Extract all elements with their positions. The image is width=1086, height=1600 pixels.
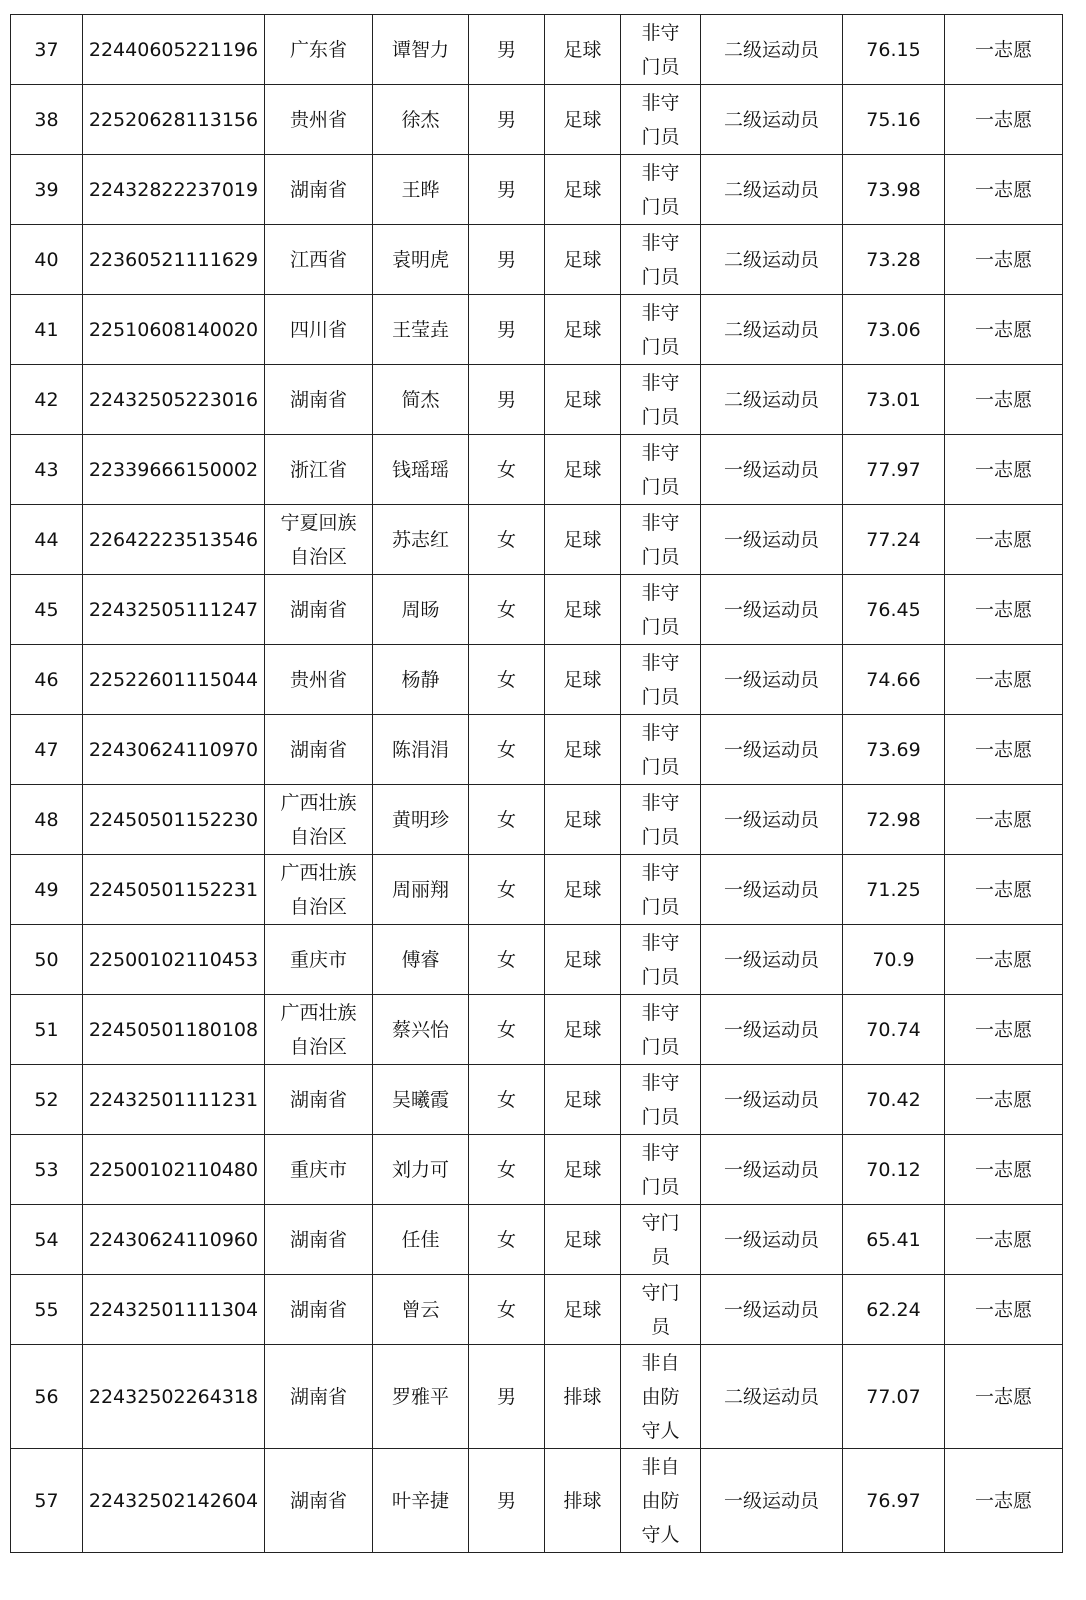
cell-candidate-number: 22500102110453 bbox=[83, 925, 265, 995]
cell-name: 袁明虎 bbox=[373, 225, 469, 295]
cell-province: 湖南省 bbox=[265, 715, 373, 785]
cell-sport: 足球 bbox=[545, 365, 621, 435]
cell-candidate-number: 22432501111304 bbox=[83, 1275, 265, 1345]
cell-name: 蔡兴怡 bbox=[373, 995, 469, 1065]
cell-choice: 一志愿 bbox=[945, 575, 1063, 645]
cell-province: 江西省 bbox=[265, 225, 373, 295]
table-row bbox=[11, 925, 1063, 995]
cell-serial-number: 57 bbox=[11, 1449, 83, 1553]
cell-serial-number: 56 bbox=[11, 1345, 83, 1449]
table-row bbox=[11, 155, 1063, 225]
cell-score: 73.01 bbox=[843, 365, 945, 435]
table-row bbox=[11, 295, 1063, 365]
table-row bbox=[11, 1345, 1063, 1449]
cell-score: 76.97 bbox=[843, 1449, 945, 1553]
cell-choice: 一志愿 bbox=[945, 1135, 1063, 1205]
cell-serial-number: 39 bbox=[11, 155, 83, 225]
cell-score: 73.06 bbox=[843, 295, 945, 365]
table-row bbox=[11, 645, 1063, 715]
cell-candidate-number: 22642223513546 bbox=[83, 505, 265, 575]
cell-athlete-level: 一级运动员 bbox=[701, 715, 843, 785]
cell-gender: 女 bbox=[469, 855, 545, 925]
cell-athlete-level: 一级运动员 bbox=[701, 435, 843, 505]
cell-province: 湖南省 bbox=[265, 365, 373, 435]
cell-position: 非守门员 bbox=[621, 155, 701, 225]
cell-sport: 足球 bbox=[545, 645, 621, 715]
cell-province: 湖南省 bbox=[265, 1449, 373, 1553]
cell-candidate-number: 22430624110970 bbox=[83, 715, 265, 785]
cell-province: 贵州省 bbox=[265, 645, 373, 715]
cell-candidate-number: 22500102110480 bbox=[83, 1135, 265, 1205]
cell-serial-number: 41 bbox=[11, 295, 83, 365]
cell-position: 非守门员 bbox=[621, 365, 701, 435]
cell-sport: 足球 bbox=[545, 155, 621, 225]
cell-serial-number: 53 bbox=[11, 1135, 83, 1205]
cell-gender: 女 bbox=[469, 785, 545, 855]
cell-gender: 女 bbox=[469, 505, 545, 575]
cell-sport: 足球 bbox=[545, 995, 621, 1065]
cell-name: 简杰 bbox=[373, 365, 469, 435]
cell-name: 徐杰 bbox=[373, 85, 469, 155]
cell-score: 65.41 bbox=[843, 1205, 945, 1275]
cell-name: 罗雅平 bbox=[373, 1345, 469, 1449]
cell-position: 非守门员 bbox=[621, 15, 701, 85]
cell-candidate-number: 22440605221196 bbox=[83, 15, 265, 85]
cell-sport: 足球 bbox=[545, 575, 621, 645]
table-row bbox=[11, 1205, 1063, 1275]
cell-gender: 女 bbox=[469, 435, 545, 505]
cell-candidate-number: 22360521111629 bbox=[83, 225, 265, 295]
cell-gender: 女 bbox=[469, 995, 545, 1065]
cell-sport: 足球 bbox=[545, 295, 621, 365]
cell-athlete-level: 一级运动员 bbox=[701, 1065, 843, 1135]
cell-position: 非守门员 bbox=[621, 295, 701, 365]
cell-province: 宁夏回族自治区 bbox=[265, 505, 373, 575]
cell-choice: 一志愿 bbox=[945, 435, 1063, 505]
cell-score: 75.16 bbox=[843, 85, 945, 155]
cell-athlete-level: 一级运动员 bbox=[701, 1135, 843, 1205]
table-row bbox=[11, 855, 1063, 925]
cell-serial-number: 44 bbox=[11, 505, 83, 575]
cell-choice: 一志愿 bbox=[945, 85, 1063, 155]
cell-province: 湖南省 bbox=[265, 155, 373, 225]
cell-choice: 一志愿 bbox=[945, 855, 1063, 925]
cell-score: 70.9 bbox=[843, 925, 945, 995]
cell-athlete-level: 一级运动员 bbox=[701, 505, 843, 575]
cell-province: 重庆市 bbox=[265, 925, 373, 995]
cell-gender: 男 bbox=[469, 225, 545, 295]
cell-choice: 一志愿 bbox=[945, 295, 1063, 365]
cell-name: 黄明珍 bbox=[373, 785, 469, 855]
cell-score: 70.74 bbox=[843, 995, 945, 1065]
cell-athlete-level: 一级运动员 bbox=[701, 785, 843, 855]
cell-province: 浙江省 bbox=[265, 435, 373, 505]
cell-province: 湖南省 bbox=[265, 575, 373, 645]
cell-candidate-number: 22430624110960 bbox=[83, 1205, 265, 1275]
table-row bbox=[11, 1065, 1063, 1135]
cell-athlete-level: 二级运动员 bbox=[701, 225, 843, 295]
cell-name: 杨静 bbox=[373, 645, 469, 715]
cell-athlete-level: 一级运动员 bbox=[701, 995, 843, 1065]
cell-serial-number: 47 bbox=[11, 715, 83, 785]
cell-province: 广西壮族自治区 bbox=[265, 855, 373, 925]
cell-athlete-level: 二级运动员 bbox=[701, 85, 843, 155]
table-row bbox=[11, 1135, 1063, 1205]
cell-serial-number: 37 bbox=[11, 15, 83, 85]
cell-province: 四川省 bbox=[265, 295, 373, 365]
cell-athlete-level: 二级运动员 bbox=[701, 15, 843, 85]
table-row bbox=[11, 715, 1063, 785]
cell-gender: 男 bbox=[469, 1449, 545, 1553]
cell-athlete-level: 一级运动员 bbox=[701, 1205, 843, 1275]
cell-serial-number: 42 bbox=[11, 365, 83, 435]
cell-choice: 一志愿 bbox=[945, 995, 1063, 1065]
cell-name: 叶辛捷 bbox=[373, 1449, 469, 1553]
cell-name: 王莹垚 bbox=[373, 295, 469, 365]
cell-position: 非守门员 bbox=[621, 85, 701, 155]
cell-position: 非守门员 bbox=[621, 925, 701, 995]
cell-name: 吴曦霞 bbox=[373, 1065, 469, 1135]
cell-gender: 女 bbox=[469, 925, 545, 995]
cell-gender: 男 bbox=[469, 155, 545, 225]
cell-choice: 一志愿 bbox=[945, 925, 1063, 995]
cell-sport: 足球 bbox=[545, 925, 621, 995]
cell-serial-number: 54 bbox=[11, 1205, 83, 1275]
cell-athlete-level: 一级运动员 bbox=[701, 1275, 843, 1345]
cell-athlete-level: 二级运动员 bbox=[701, 1345, 843, 1449]
cell-candidate-number: 22450501180108 bbox=[83, 995, 265, 1065]
cell-province: 广西壮族自治区 bbox=[265, 995, 373, 1065]
cell-candidate-number: 22450501152230 bbox=[83, 785, 265, 855]
cell-candidate-number: 22432505223016 bbox=[83, 365, 265, 435]
cell-serial-number: 55 bbox=[11, 1275, 83, 1345]
cell-athlete-level: 一级运动员 bbox=[701, 575, 843, 645]
cell-gender: 女 bbox=[469, 1275, 545, 1345]
cell-position: 非自由防守人 bbox=[621, 1345, 701, 1449]
cell-name: 周旸 bbox=[373, 575, 469, 645]
cell-position: 非守门员 bbox=[621, 645, 701, 715]
cell-position: 非守门员 bbox=[621, 435, 701, 505]
cell-sport: 足球 bbox=[545, 1065, 621, 1135]
cell-serial-number: 50 bbox=[11, 925, 83, 995]
table-body bbox=[11, 15, 1063, 1553]
cell-name: 曾云 bbox=[373, 1275, 469, 1345]
cell-sport: 足球 bbox=[545, 435, 621, 505]
cell-sport: 足球 bbox=[545, 15, 621, 85]
table-row bbox=[11, 995, 1063, 1065]
cell-name: 钱瑶瑶 bbox=[373, 435, 469, 505]
cell-score: 73.69 bbox=[843, 715, 945, 785]
cell-score: 71.25 bbox=[843, 855, 945, 925]
cell-gender: 女 bbox=[469, 1065, 545, 1135]
cell-choice: 一志愿 bbox=[945, 645, 1063, 715]
cell-athlete-level: 一级运动员 bbox=[701, 1449, 843, 1553]
cell-gender: 男 bbox=[469, 85, 545, 155]
cell-serial-number: 49 bbox=[11, 855, 83, 925]
cell-choice: 一志愿 bbox=[945, 1275, 1063, 1345]
cell-gender: 女 bbox=[469, 1205, 545, 1275]
cell-score: 74.66 bbox=[843, 645, 945, 715]
cell-position: 非守门员 bbox=[621, 785, 701, 855]
cell-candidate-number: 22432501111231 bbox=[83, 1065, 265, 1135]
cell-candidate-number: 22339666150002 bbox=[83, 435, 265, 505]
cell-choice: 一志愿 bbox=[945, 715, 1063, 785]
cell-choice: 一志愿 bbox=[945, 365, 1063, 435]
cell-choice: 一志愿 bbox=[945, 1449, 1063, 1553]
cell-province: 湖南省 bbox=[265, 1275, 373, 1345]
cell-gender: 女 bbox=[469, 575, 545, 645]
cell-sport: 足球 bbox=[545, 1205, 621, 1275]
cell-serial-number: 45 bbox=[11, 575, 83, 645]
table-row bbox=[11, 85, 1063, 155]
cell-position: 非守门员 bbox=[621, 225, 701, 295]
cell-province: 广东省 bbox=[265, 15, 373, 85]
cell-choice: 一志愿 bbox=[945, 785, 1063, 855]
cell-position: 非守门员 bbox=[621, 1065, 701, 1135]
cell-gender: 女 bbox=[469, 1135, 545, 1205]
cell-choice: 一志愿 bbox=[945, 15, 1063, 85]
cell-score: 77.07 bbox=[843, 1345, 945, 1449]
cell-name: 任佳 bbox=[373, 1205, 469, 1275]
cell-position: 守门员 bbox=[621, 1205, 701, 1275]
cell-choice: 一志愿 bbox=[945, 1205, 1063, 1275]
cell-sport: 足球 bbox=[545, 715, 621, 785]
cell-province: 湖南省 bbox=[265, 1065, 373, 1135]
cell-serial-number: 43 bbox=[11, 435, 83, 505]
cell-score: 72.98 bbox=[843, 785, 945, 855]
cell-gender: 男 bbox=[469, 365, 545, 435]
cell-candidate-number: 22432505111247 bbox=[83, 575, 265, 645]
cell-choice: 一志愿 bbox=[945, 155, 1063, 225]
cell-score: 76.45 bbox=[843, 575, 945, 645]
cell-score: 77.24 bbox=[843, 505, 945, 575]
cell-serial-number: 48 bbox=[11, 785, 83, 855]
cell-serial-number: 40 bbox=[11, 225, 83, 295]
table-row bbox=[11, 365, 1063, 435]
cell-name: 陈涓涓 bbox=[373, 715, 469, 785]
table-row bbox=[11, 1275, 1063, 1345]
cell-serial-number: 51 bbox=[11, 995, 83, 1065]
cell-candidate-number: 22432502142604 bbox=[83, 1449, 265, 1553]
cell-sport: 足球 bbox=[545, 85, 621, 155]
cell-sport: 足球 bbox=[545, 505, 621, 575]
cell-serial-number: 52 bbox=[11, 1065, 83, 1135]
cell-position: 非守门员 bbox=[621, 995, 701, 1065]
table-row bbox=[11, 785, 1063, 855]
table-row bbox=[11, 505, 1063, 575]
table-row bbox=[11, 435, 1063, 505]
table-row bbox=[11, 1449, 1063, 1553]
cell-name: 苏志红 bbox=[373, 505, 469, 575]
cell-name: 王晔 bbox=[373, 155, 469, 225]
cell-score: 73.28 bbox=[843, 225, 945, 295]
cell-candidate-number: 22432822237019 bbox=[83, 155, 265, 225]
admission-list-table bbox=[10, 14, 1063, 1553]
table-row bbox=[11, 225, 1063, 295]
cell-candidate-number: 22510608140020 bbox=[83, 295, 265, 365]
cell-gender: 女 bbox=[469, 645, 545, 715]
cell-province: 广西壮族自治区 bbox=[265, 785, 373, 855]
cell-score: 77.97 bbox=[843, 435, 945, 505]
cell-sport: 足球 bbox=[545, 1275, 621, 1345]
cell-athlete-level: 一级运动员 bbox=[701, 855, 843, 925]
cell-score: 62.24 bbox=[843, 1275, 945, 1345]
cell-sport: 足球 bbox=[545, 1135, 621, 1205]
cell-province: 湖南省 bbox=[265, 1345, 373, 1449]
cell-position: 非守门员 bbox=[621, 505, 701, 575]
cell-position: 守门员 bbox=[621, 1275, 701, 1345]
cell-sport: 足球 bbox=[545, 855, 621, 925]
cell-position: 非守门员 bbox=[621, 575, 701, 645]
cell-gender: 男 bbox=[469, 295, 545, 365]
cell-sport: 排球 bbox=[545, 1449, 621, 1553]
cell-name: 周丽翔 bbox=[373, 855, 469, 925]
cell-name: 谭智力 bbox=[373, 15, 469, 85]
cell-serial-number: 46 bbox=[11, 645, 83, 715]
cell-choice: 一志愿 bbox=[945, 225, 1063, 295]
table-row bbox=[11, 15, 1063, 85]
cell-choice: 一志愿 bbox=[945, 1345, 1063, 1449]
cell-position: 非自由防守人 bbox=[621, 1449, 701, 1553]
cell-candidate-number: 22450501152231 bbox=[83, 855, 265, 925]
cell-score: 73.98 bbox=[843, 155, 945, 225]
cell-athlete-level: 二级运动员 bbox=[701, 295, 843, 365]
cell-sport: 足球 bbox=[545, 785, 621, 855]
cell-province: 湖南省 bbox=[265, 1205, 373, 1275]
cell-position: 非守门员 bbox=[621, 855, 701, 925]
cell-sport: 排球 bbox=[545, 1345, 621, 1449]
cell-candidate-number: 22520628113156 bbox=[83, 85, 265, 155]
cell-athlete-level: 一级运动员 bbox=[701, 925, 843, 995]
table-row bbox=[11, 575, 1063, 645]
cell-athlete-level: 二级运动员 bbox=[701, 365, 843, 435]
cell-candidate-number: 22432502264318 bbox=[83, 1345, 265, 1449]
cell-choice: 一志愿 bbox=[945, 1065, 1063, 1135]
cell-gender: 男 bbox=[469, 15, 545, 85]
cell-choice: 一志愿 bbox=[945, 505, 1063, 575]
cell-score: 70.42 bbox=[843, 1065, 945, 1135]
cell-province: 贵州省 bbox=[265, 85, 373, 155]
cell-serial-number: 38 bbox=[11, 85, 83, 155]
cell-athlete-level: 二级运动员 bbox=[701, 155, 843, 225]
cell-position: 非守门员 bbox=[621, 1135, 701, 1205]
cell-province: 重庆市 bbox=[265, 1135, 373, 1205]
cell-score: 76.15 bbox=[843, 15, 945, 85]
cell-sport: 足球 bbox=[545, 225, 621, 295]
cell-gender: 男 bbox=[469, 1345, 545, 1449]
cell-score: 70.12 bbox=[843, 1135, 945, 1205]
cell-name: 傅睿 bbox=[373, 925, 469, 995]
cell-name: 刘力可 bbox=[373, 1135, 469, 1205]
cell-gender: 女 bbox=[469, 715, 545, 785]
cell-candidate-number: 22522601115044 bbox=[83, 645, 265, 715]
cell-athlete-level: 一级运动员 bbox=[701, 645, 843, 715]
cell-position: 非守门员 bbox=[621, 715, 701, 785]
